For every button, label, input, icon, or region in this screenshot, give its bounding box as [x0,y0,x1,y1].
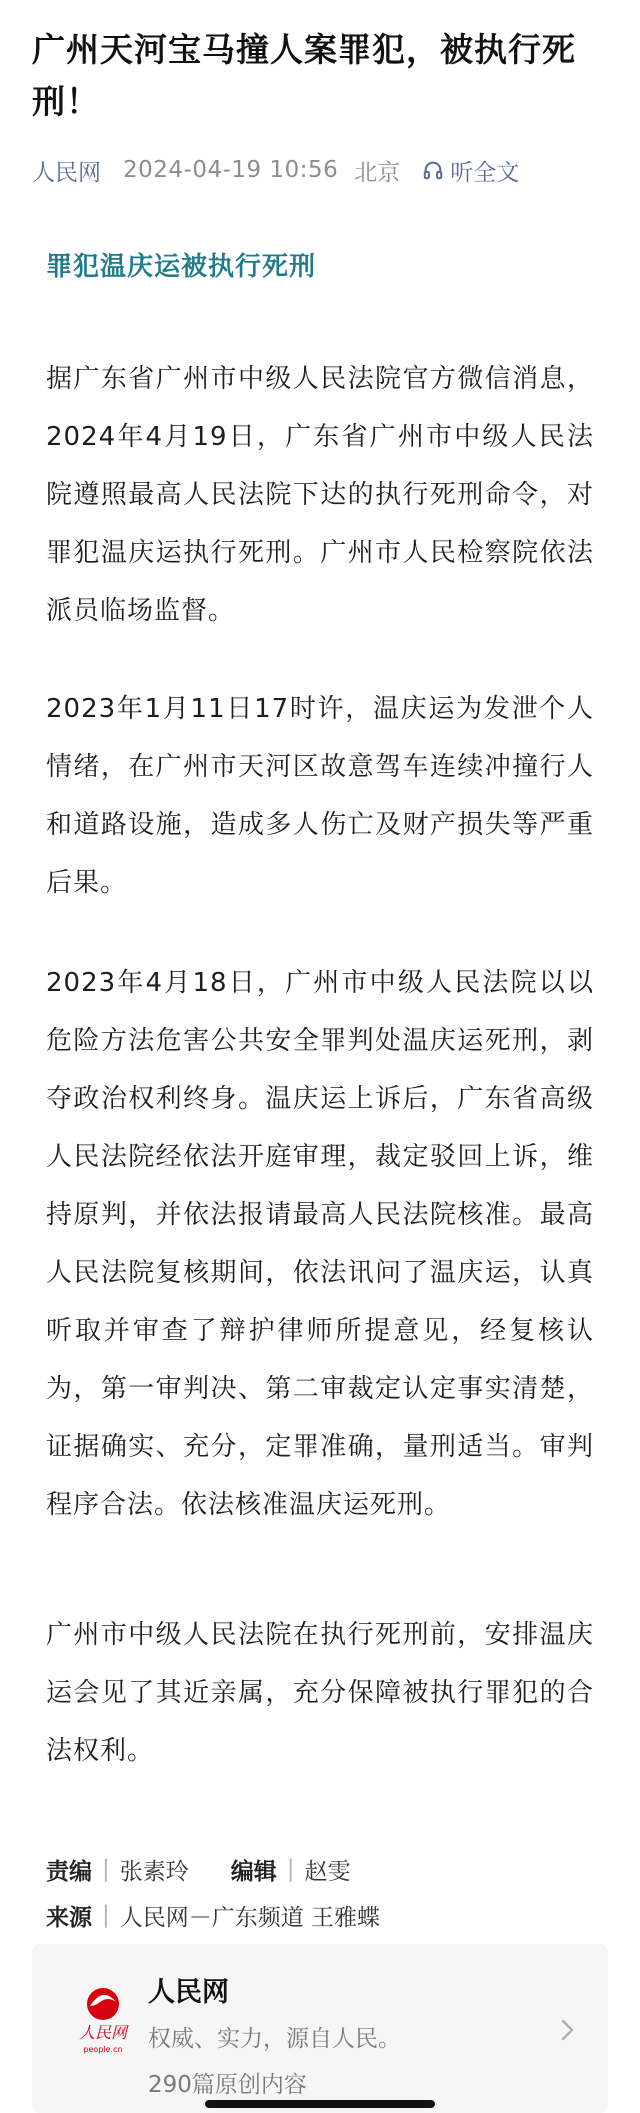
source-link[interactable]: 人民网 [32,159,101,186]
paragraph: 据广东省广州市中级人民法院官方微信消息，2024年4月19日，广东省广州市中级人民法院遵照最高人民法院下达的执行死刑命令，对罪犯温庆运执行死刑。广州市人民检察院依法派员临场监督。 [46,364,594,626]
editor-in-charge-name: 张素玲 [119,1858,189,1885]
source-value: 人民网－广东频道 王雅蝶 [119,1904,381,1931]
paragraph: 广州市中级人民法院在执行死刑前，安排温庆运会见了其近亲属，充分保障被执行罪犯的合法权利。 [46,1620,594,1766]
source-credits [46,1898,380,1932]
editor-name: 赵雯 [304,1858,351,1885]
subheading: 罪犯温庆运被执行死刑 [46,252,317,282]
account-tagline: 权威、实力，源自人民。 [148,2026,401,2052]
editor-credits [46,1852,351,1886]
people-daily-logo [68,1978,138,2058]
separator: | [102,1856,110,1882]
listen-label: 听全文 [450,159,520,186]
publish-date: 2024-04-19 10:56 [123,157,339,183]
article-title: 广州天河宝马撞人案罪犯，被执行死刑！ [32,30,576,121]
logo-domain: people.cn [83,2045,123,2054]
location: 北京 [354,159,401,186]
paragraph: 2023年1月11日17时许，温庆运为发泄个人情绪，在广州市天河区故意驾车连续冲撞行人和道路设施，造成多人伤亡及财产损失等严重后果。 [46,694,594,898]
paragraph: 2023年4月18日，广州市中级人民法院以以危险方法危害公共安全罪判处温庆运死刑，剥夺政治权利终身。温庆运上诉后，广东省高级人民法院经依法开庭审理，裁定驳回上诉，维持原判，并依法报请最高人民法院核准。最高人民法院复核期间，依法讯问了温庆运，认真听取并审查了辩护律师所提意见，经复核认为，第一审判决、第二审裁定认定事实清楚，证据确实、充分，定罪准确，量刑适当。审判程序合法。依法核准温庆运死刑。 [46,968,594,1520]
editor-in-charge-label: 责编 [46,1858,92,1885]
source-label: 来源 [46,1904,92,1931]
home-indicator[interactable] [205,2100,435,2108]
logo-text: 人民网 [78,2023,128,2042]
account-name: 人民网 [148,1977,229,2008]
listen-button[interactable] [422,154,519,187]
chevron-right-icon [558,2016,578,2044]
separator: | [286,1856,295,1882]
separator: | [102,1902,110,1928]
editor-label: 编辑 [230,1858,277,1885]
article-meta [32,152,519,188]
headphones-icon [422,159,444,181]
account-card[interactable] [32,1944,608,2113]
original-count: 290篇原创内容 [148,2072,307,2098]
